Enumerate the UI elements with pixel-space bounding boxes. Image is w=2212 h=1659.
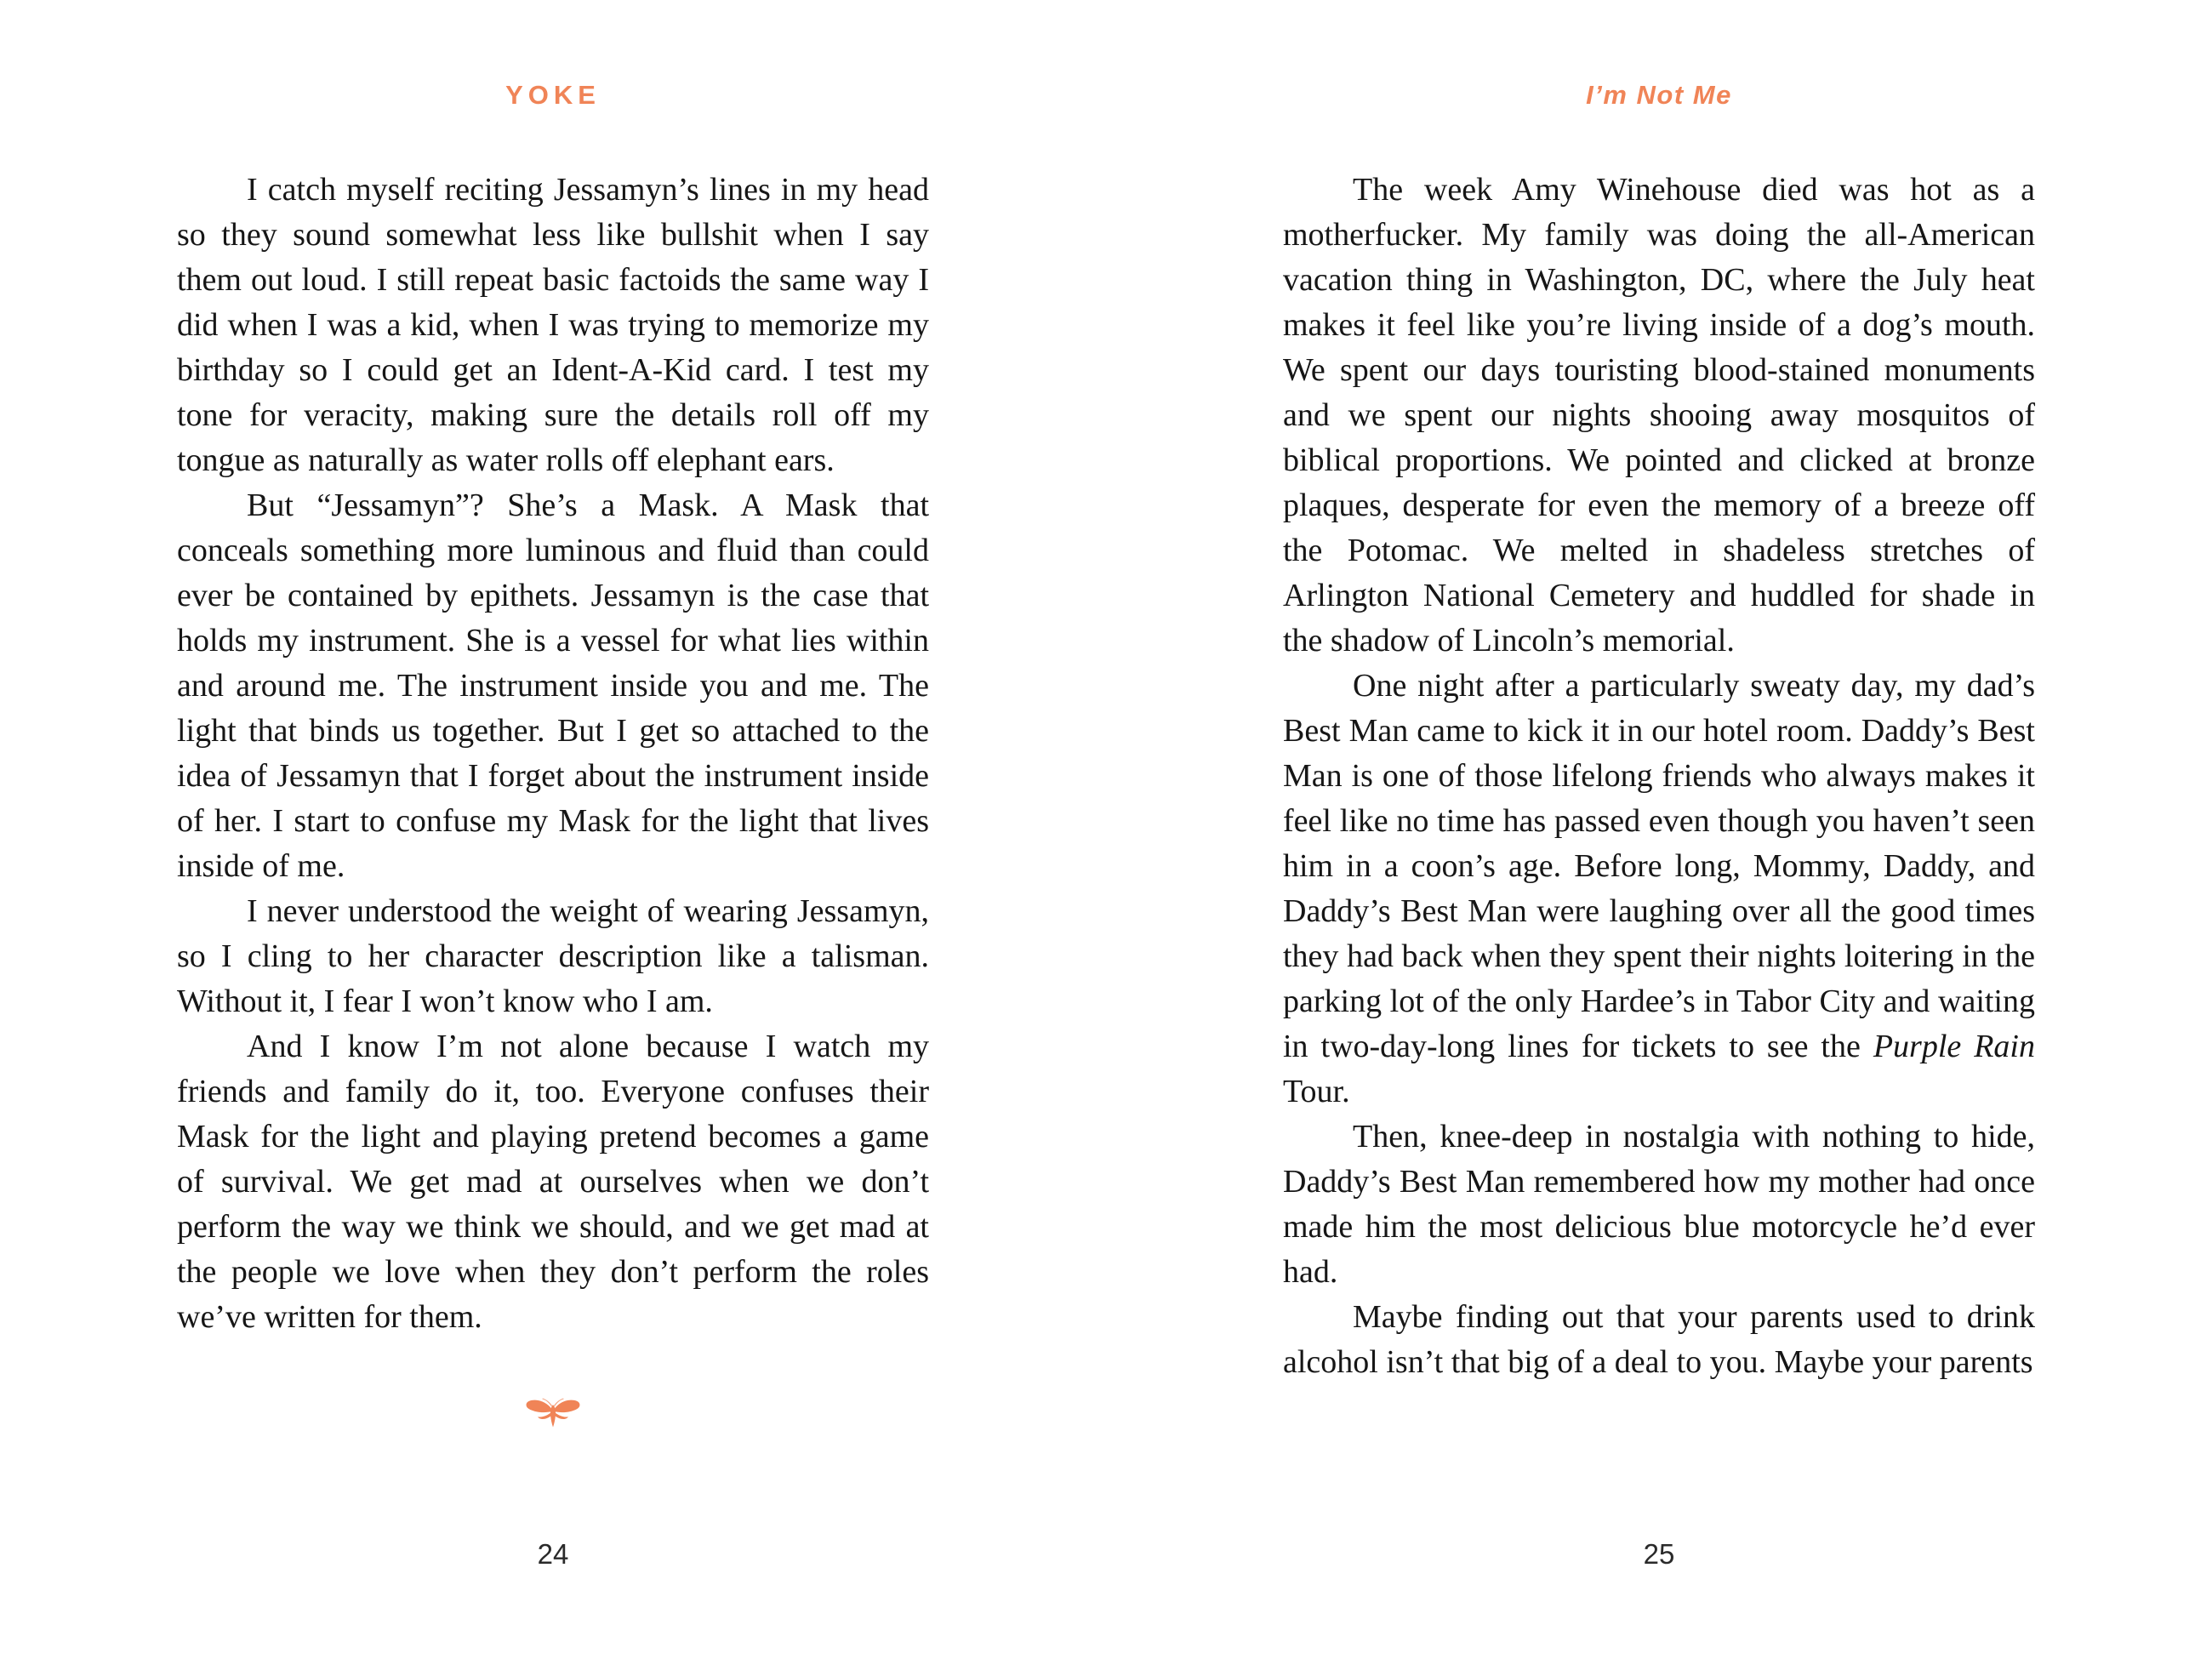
body-paragraph bbox=[1283, 168, 2035, 664]
text-run: Then, knee-deep in nostalgia with nothing to hide, Daddy’s Best Man remembered how my mother had once made him the most delicious blue motorcycle he’d ever had. bbox=[1283, 1119, 2035, 1290]
text-run: Tour. bbox=[1283, 1074, 1350, 1109]
body-paragraph bbox=[1283, 1115, 2035, 1295]
text-run: And I know I’m not alone because I watch my friends and family do it, too. Everyone confuses their Mask for the light and playing pretend becomes a game of survival. We get mad at ourselves when we don’t perform the way we think we should, and we get mad at the people we love when they don’t perform the roles we’ve written for them. bbox=[177, 1029, 929, 1335]
right-running-header: I’m Not Me bbox=[1586, 80, 1732, 110]
text-run: Maybe finding out that your parents used to drink alcohol isn’t that big of a deal to you. Maybe your parents bbox=[1283, 1299, 2035, 1380]
right-text-block bbox=[1283, 168, 2035, 1385]
text-run: The week Amy Winehouse died was hot as a motherfucker. My family was doing the all-American vacation thing in Washington, DC, where the July heat makes it feel like you’re living inside of a dog’s mouth. We spent our days touristing blood-stained monuments and we spent our nights shooing away mosquitos of biblical proportions. We pointed and clicked at bronze plaques, desperate for even the memory of a breeze off the Potomac. We melted in shadeless stretches of Arlington National Cemetery and huddled for shade in the shadow of Lincoln’s memorial. bbox=[1283, 172, 2035, 658]
body-paragraph bbox=[177, 483, 929, 889]
italic-text: Purple Rain bbox=[1873, 1029, 2035, 1064]
moth-icon bbox=[524, 1395, 582, 1429]
body-paragraph bbox=[1283, 1295, 2035, 1385]
left-page-number: 24 bbox=[537, 1538, 569, 1570]
text-run: I catch myself reciting Jessamyn’s lines in my head so they sound somewhat less like bullshit when I say them out loud. I still repeat basic factoids the same way I did when I was a kid, when I was trying to memorize my birthday so I could get an Ident-A-Kid card. I test my tone for veracity, making sure the details roll off my tongue as naturally as water rolls off elephant ears. bbox=[177, 172, 929, 478]
text-run: But “Jessamyn”? She’s a Mask. A Mask that conceals something more luminous and fluid than could ever be contained by epithets. Jessamyn is the case that holds my instrument. She is a vessel for what lies within and around me. The instrument inside you and me. The light that binds us together. But I get so attached to the idea of Jessamyn that I forget about the instrument inside of her. I start to confuse my Mask for the light that lives inside of me. bbox=[177, 487, 929, 884]
right-page bbox=[1106, 0, 2212, 1659]
ornament-container bbox=[0, 1395, 1106, 1434]
body-paragraph bbox=[1283, 664, 2035, 1115]
body-paragraph bbox=[177, 168, 929, 483]
text-run: One night after a particularly sweaty day, my dad’s Best Man came to kick it in our hotel room. Daddy’s Best Man is one of those lifelong friends who always makes it feel like no time has passed even though you haven’t seen him in a coon’s age. Before long, Mommy, Daddy, and Daddy’s Best Man were laughing over all the good times they had back when they spent their nights loitering in the parking lot of the only Hardee’s in Tabor City and waiting in two-day-long lines for tickets to see the bbox=[1283, 668, 2035, 1064]
left-text-block bbox=[177, 168, 929, 1340]
text-run: I never understood the weight of wearing Jessamyn, so I cling to her character description like a talisman. Without it, I fear I won’t know who I am. bbox=[177, 893, 929, 1019]
body-paragraph bbox=[177, 1024, 929, 1340]
right-page-number: 25 bbox=[1643, 1538, 1675, 1570]
body-paragraph bbox=[177, 889, 929, 1024]
left-running-header: YOKE bbox=[505, 80, 601, 110]
